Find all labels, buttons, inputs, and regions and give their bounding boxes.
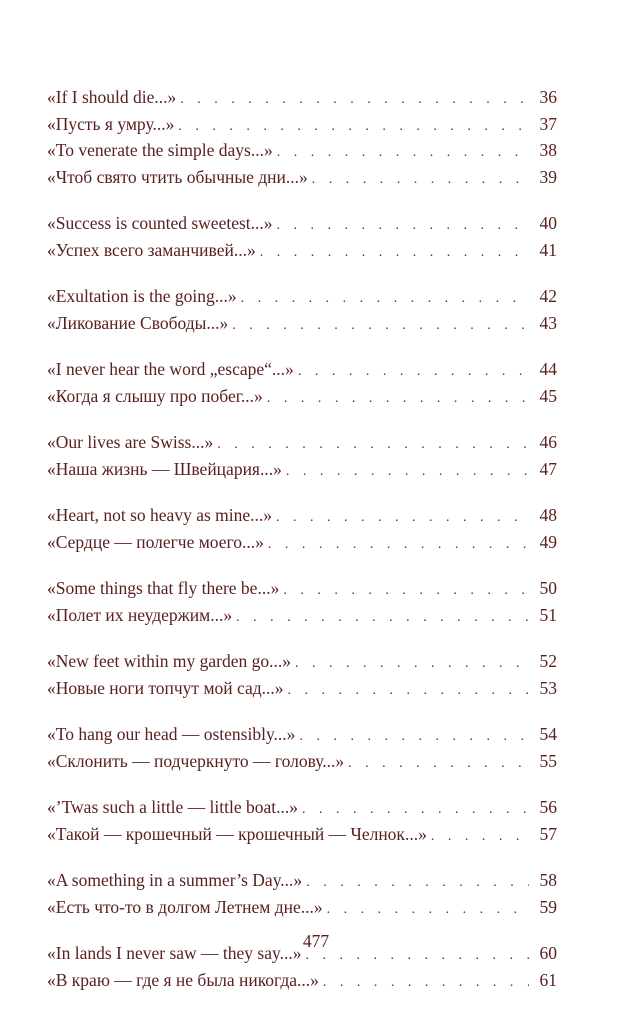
toc-entry-page: 61	[539, 969, 557, 990]
toc-entry-page: 46	[539, 432, 557, 452]
dot-leader	[295, 651, 529, 678]
toc-group	[47, 867, 557, 920]
dot-leader	[298, 359, 529, 386]
toc-entry-title: «Наша жизнь — Швейцария...»	[47, 458, 282, 479]
toc-entry-title: «A something in a summer’s Day...»	[47, 870, 303, 890]
dot-leader	[180, 87, 529, 114]
toc-entry-title: «Some things that fly there be...»	[47, 578, 280, 598]
toc-entry[interactable]	[47, 429, 557, 456]
dot-leader	[327, 897, 529, 924]
toc-group	[47, 283, 557, 336]
toc-group	[47, 210, 557, 263]
toc-entry[interactable]	[47, 111, 557, 138]
toc-group	[47, 721, 557, 774]
toc-entry-page: 41	[539, 239, 557, 260]
toc-entry-title: «Есть что-то в долгом Летнем дне...»	[47, 896, 323, 917]
dot-leader	[431, 824, 529, 851]
toc-entry[interactable]	[47, 602, 557, 629]
toc-entry-page: 45	[539, 385, 557, 406]
toc-entry[interactable]	[47, 237, 557, 264]
toc-entry-page: 38	[539, 140, 557, 160]
toc-entry-page: 55	[539, 750, 557, 771]
toc-entry-title: «Склонить — подчеркнуто — голову...»	[47, 750, 345, 771]
toc-entry-title: «Our lives are Swiss...»	[47, 432, 214, 452]
toc-entry-title: «In lands I never saw — they say...»	[47, 943, 302, 963]
dot-leader	[277, 213, 529, 240]
toc-entry-page: 57	[539, 823, 557, 844]
toc-entry-title: «’Twas such a little — little boat...»	[47, 797, 299, 817]
toc-entry-page: 43	[539, 312, 557, 333]
toc-entry-page: 53	[539, 677, 557, 698]
toc-entry-title: «Сердце — полегче моего...»	[47, 531, 264, 552]
toc-entry-title: «Heart, not so heavy as mine...»	[47, 505, 273, 525]
toc-entry-title: «Success is counted sweetest...»	[47, 213, 273, 233]
toc-entry-page: 47	[539, 458, 557, 479]
toc-entry[interactable]	[47, 794, 557, 821]
toc-entry-title: «Когда я слышу про побег...»	[47, 385, 263, 406]
toc-entry-title: «Такой — крошечный — крошечный — Челнок...»	[47, 823, 427, 844]
toc-entry[interactable]	[47, 648, 557, 675]
toc-entry[interactable]	[47, 967, 557, 994]
toc-entry-page: 42	[539, 286, 557, 306]
toc-entry[interactable]	[47, 502, 557, 529]
toc-entry[interactable]	[47, 748, 557, 775]
toc-group	[47, 356, 557, 409]
toc-entry-page: 50	[539, 578, 557, 598]
toc-entry-title: «Ликование Свободы...»	[47, 312, 229, 333]
dot-leader	[267, 386, 529, 413]
dot-leader	[286, 459, 529, 486]
dot-leader	[268, 532, 529, 559]
toc-entry[interactable]	[47, 529, 557, 556]
toc-entry-title: «To hang our head — ostensibly...»	[47, 724, 296, 744]
toc-group	[47, 648, 557, 701]
dot-leader	[277, 140, 529, 167]
toc-entry[interactable]	[47, 310, 557, 337]
toc-entry[interactable]	[47, 575, 557, 602]
toc-entry[interactable]	[47, 894, 557, 921]
toc-entry[interactable]	[47, 84, 557, 111]
toc-entry-page: 39	[539, 166, 557, 187]
toc-entry-page: 60	[539, 943, 557, 963]
dot-leader	[306, 870, 529, 897]
toc-group	[47, 502, 557, 555]
toc-entry-title: «В краю — где я не была никогда...»	[47, 969, 319, 990]
dot-leader	[241, 286, 529, 313]
dot-leader	[236, 605, 529, 632]
dot-leader	[232, 313, 529, 340]
dot-leader	[276, 505, 529, 532]
toc-entry-page: 40	[539, 213, 557, 233]
toc-entry[interactable]	[47, 821, 557, 848]
toc-entry[interactable]	[47, 164, 557, 191]
toc-group	[47, 575, 557, 628]
dot-leader	[288, 678, 529, 705]
dot-leader	[348, 751, 529, 778]
toc-entry[interactable]	[47, 383, 557, 410]
toc-entry-title: «Чтоб свято чтить обычные дни...»	[47, 166, 308, 187]
toc-entry-title: «Полет их неудержим...»	[47, 604, 233, 625]
dot-leader	[323, 970, 529, 997]
toc-entry-page: 44	[539, 359, 557, 379]
toc-entry[interactable]	[47, 356, 557, 383]
toc-entry-page: 54	[539, 724, 557, 744]
toc-entry-title: «If I should die...»	[47, 87, 177, 107]
toc-entry-page: 59	[539, 896, 557, 917]
toc-entry-title: «Новые ноги топчут мой сад...»	[47, 677, 284, 698]
page-number: 477	[302, 931, 330, 951]
toc-entry[interactable]	[47, 283, 557, 310]
toc-entry-page: 49	[539, 531, 557, 552]
toc-entry-title: «New feet within my garden go...»	[47, 651, 291, 671]
toc-entry[interactable]	[47, 210, 557, 237]
dot-leader	[312, 167, 529, 194]
toc-entry[interactable]	[47, 721, 557, 748]
toc-entry-title: «Успех всего заманчивей...»	[47, 239, 256, 260]
toc-entry-title: «Exultation is the going...»	[47, 286, 237, 306]
toc-entry-title: «To venerate the simple days...»	[47, 140, 273, 160]
dot-leader	[260, 240, 529, 267]
table-of-contents	[47, 84, 557, 1013]
toc-entry[interactable]	[47, 867, 557, 894]
toc-group	[47, 794, 557, 847]
toc-group	[47, 84, 557, 190]
toc-group	[47, 429, 557, 482]
toc-entry-page: 37	[539, 113, 557, 134]
toc-entry-page: 48	[539, 505, 557, 525]
toc-entry-page: 58	[539, 870, 557, 890]
toc-entry[interactable]	[47, 675, 557, 702]
toc-entry-title: «I never hear the word „escape“...»	[47, 359, 294, 379]
toc-entry-title: «Пусть я умру...»	[47, 113, 175, 134]
toc-entry-page: 56	[539, 797, 557, 817]
toc-entry-page: 51	[539, 604, 557, 625]
toc-entry-page: 36	[539, 87, 557, 107]
toc-entry[interactable]	[47, 137, 557, 164]
toc-entry[interactable]	[47, 456, 557, 483]
dot-leader	[283, 578, 529, 605]
toc-entry-page: 52	[539, 651, 557, 671]
